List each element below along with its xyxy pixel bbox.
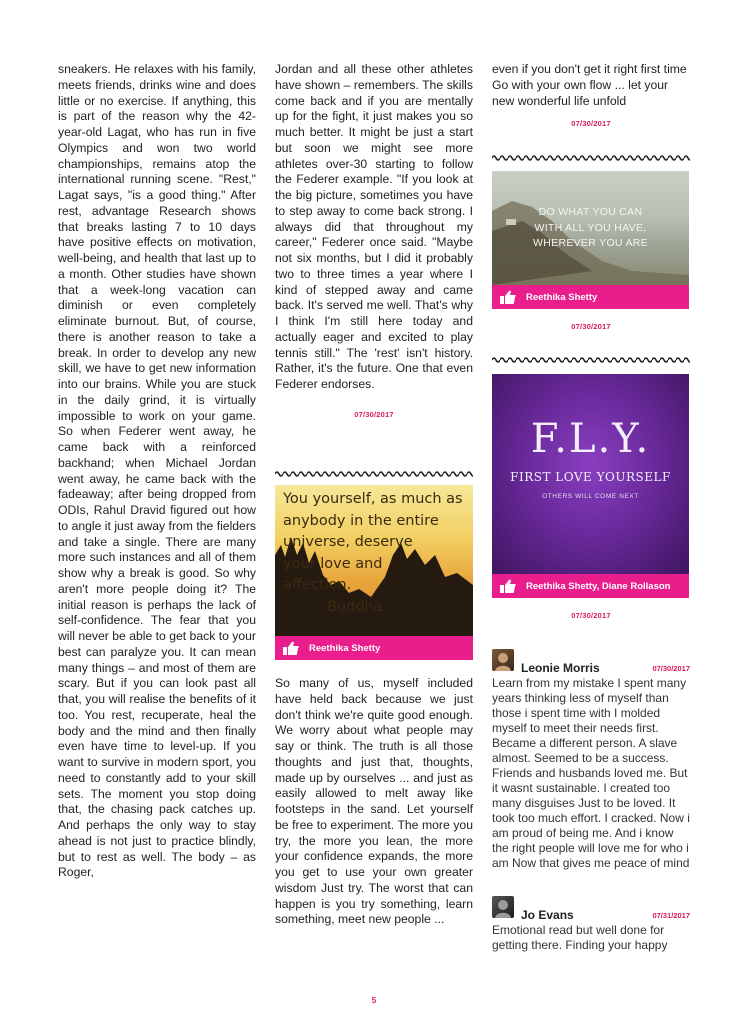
avatar[interactable] (492, 649, 514, 671)
article-text-col2-top: Jordan and all these other athletes have shown – remembers. The skills come back and if you are mentally up for the fight, it just makes you so much better. It might be just a start but soon we might see more athletes over-30 starting to follow the Federer example. "If you look at the big picture, sometimes you have to step away to come back strong. I always did that throughout my career," Federer once said. "Maybe not six months, but I did it probably two to three times a year where I kind of stepped away and came back. It's served me well. That's why I think I'm still here today and actually eager and excited to play tennis still." The 'rest' isn't history. Rather, it's the future. One that even Federer endorses. (275, 62, 473, 391)
post-date: 07/30/2017 (571, 322, 611, 331)
comment (492, 896, 690, 953)
comment-date: 07/31/2017 (652, 911, 690, 920)
quote-card-do-what-you-can[interactable] (492, 171, 689, 309)
quote-image-coast (492, 171, 689, 285)
liked-by-names[interactable]: Reethika Shetty (526, 291, 598, 303)
thumbs-up-icon[interactable] (500, 290, 516, 304)
fly-tagline: OTHERS WILL COME NEXT (542, 493, 639, 500)
comment-author[interactable]: Jo Evans (521, 908, 574, 922)
article-text-col1: sneakers. He relaxes with his family, meets friends, drinks wine and does little or no exercise. If anything, this is part of the reason why the 42-year-old Lagat, who has run in five Olympics and won two world championships, remains atop the international running scene. "Rest," Lagat says, "is a good thing." After rest, advantage Research shows that breaks lasting 7 to 10 days have positive effects on motivation, well-being, and health that last up to a month. Other studies have shown that a week-long vacation can diminish or even completely eliminate burnout. But, of course, there is another reason to take a break. In order to develop any new skill, we have to get new information into our brains. While you are stuck in the daily grind, it is virtually impossible to work on your game. So when Federer went away, he came back with a reinforced backhand; when Michael Jordan went away, he came back with the fadeaway; after being dropped from ODIs, Rahul Dravid figured out how to angle it just away from the fielders and take a single. There are many more such instances and all of them show why a break is good. So why aren't more people doing it? The initial reason is perhaps the lack of self-confidence. The fear that you will never be able to get back to your best can paralyze you. It can mean many things – and most of them are scary. But if you can look past all that, you will realise the benefits of it too. You rest, recuperate, heal the body and the mind and then finally even have time to level-up. If you want to survive in modern sport, you need to constantly add to your skill sets. The moment you stop doing that, the chasing pack catches up. And perhaps the only way to stay ahead is not just to practice blindly, but to rest as well. The body – as Roger, (58, 62, 256, 880)
article-column-1 (58, 62, 256, 881)
post-date: 07/30/2017 (571, 611, 611, 620)
comment-date: 07/30/2017 (652, 664, 690, 673)
page-number: 5 (371, 996, 377, 1005)
wavy-divider (492, 356, 690, 364)
quote-image-fly (492, 374, 689, 574)
user-avatar-icon (492, 896, 514, 918)
article-text-col3-top: even if you don't get it right first time Go with your own flow ... let your new wonderful life unfold (492, 62, 687, 108)
fly-title: F.L.Y. (530, 416, 651, 462)
user-avatar-icon (492, 649, 514, 671)
quote-image-buddha (275, 485, 473, 636)
comment-text: Emotional read but well done for getting there. Finding your happy (492, 923, 668, 952)
likes-bar[interactable] (492, 285, 689, 309)
quote-card-buddha[interactable] (275, 485, 473, 660)
wavy-divider (275, 470, 473, 478)
likes-bar[interactable] (275, 636, 473, 660)
thumbs-up-icon[interactable] (283, 641, 299, 655)
quote-text-buddha: You yourself, as much as anybody in the entire universe, deserve your love and affection. Buddha (283, 489, 463, 618)
quote-text-do-what: DO WHAT YOU CAN WITH ALL YOU HAVE, WHEREVER YOU ARE (533, 206, 648, 249)
article-column-2 (275, 62, 473, 423)
liked-by-names[interactable]: Reethika Shetty (309, 642, 381, 654)
quote-card-fly[interactable] (492, 374, 689, 598)
quote-author: Buddha (327, 598, 383, 615)
likes-bar[interactable] (492, 574, 689, 598)
article-column-2-bottom (275, 676, 473, 928)
post-date: 07/30/2017 (571, 119, 611, 128)
fly-subtitle: FIRST LOVE YOURSELF (510, 470, 671, 484)
comment-author[interactable]: Leonie Morris (521, 661, 600, 675)
wavy-divider (492, 154, 690, 162)
comment (492, 649, 690, 871)
article-column-3 (492, 62, 690, 109)
comment-text: Learn from my mistake I spent many years thinking less of myself than those i spent time with I molded myself to meet their needs first. Became a different person. A slave almost. Seemed to be a success. Friends and husbands loved me. But it wasnt sustainable. I created too many disguises Just to be loved. It took too much effort. I cracked. Now i am proud of being me. And i know the right people will love me for who i am Now that gives me peace of mind (492, 676, 690, 870)
post-date: 07/30/2017 (354, 409, 394, 419)
article-text-col2-bottom: So many of us, myself included have held back because we just don't think we're quite good enough. We worry about what people may say or think. The truth is all those thoughts and just that, thoughts, made up by ourselves ... and just as easily allowed to melt away like footsteps in the sand. Let yourself be free to experiment. The more you try, the more you lean, the more your confidence expands, the more you get to use your own greater wisdom Just try. The worst that can happen is you try something, learn something, meet new people ... (275, 676, 473, 927)
thumbs-up-icon[interactable] (500, 579, 516, 593)
liked-by-names[interactable]: Reethika Shetty, Diane Rollason (526, 580, 671, 592)
avatar[interactable] (492, 896, 514, 918)
